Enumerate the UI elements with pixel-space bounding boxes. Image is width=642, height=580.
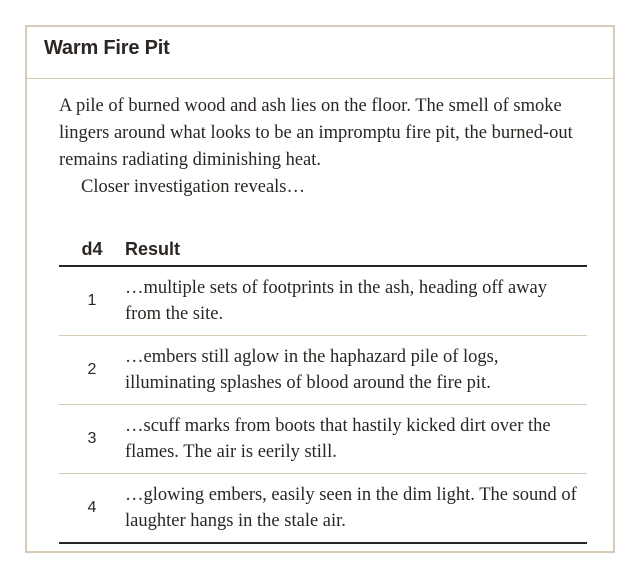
header-die: d4	[59, 239, 125, 266]
roll-value: 1	[59, 266, 125, 336]
roll-result: …embers still aglow in the haphazard pile of logs, illuminating splashes of blood around the fire pit.	[125, 336, 587, 405]
table-row	[59, 266, 587, 336]
roll-result: …multiple sets of footprints in the ash, heading off away from the site.	[125, 266, 587, 336]
description-text: A pile of burned wood and ash lies on the floor. The smell of smoke lingers around what looks to be an impromptu fire pit, the burned-out remains radiating diminishing heat.	[59, 96, 573, 170]
header-result: Result	[125, 239, 587, 266]
card-title: Warm Fire Pit	[44, 37, 170, 59]
table-header-row	[59, 239, 587, 266]
card-header	[27, 27, 613, 79]
table-row	[59, 405, 587, 474]
reveal-text: Closer investigation reveals…	[81, 177, 306, 197]
card-body	[27, 79, 613, 544]
roll-value: 4	[59, 474, 125, 544]
encounter-card	[25, 25, 615, 553]
roll-result: …glowing embers, easily seen in the dim light. The sound of laughter hangs in the stale air.	[125, 474, 587, 544]
roll-value: 3	[59, 405, 125, 474]
roll-table	[59, 239, 587, 544]
roll-result: …scuff marks from boots that hastily kicked dirt over the flames. The air is eerily still.	[125, 405, 587, 474]
table-row	[59, 474, 587, 544]
table-row	[59, 336, 587, 405]
roll-value: 2	[59, 336, 125, 405]
